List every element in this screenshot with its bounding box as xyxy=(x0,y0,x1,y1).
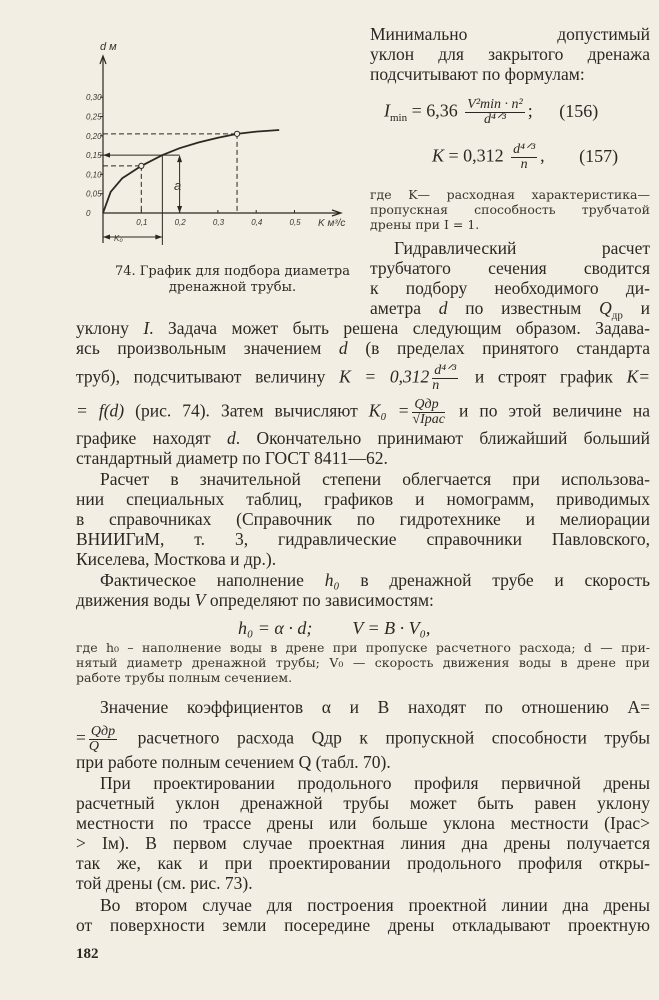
text-line: в справочниках (Справочник по гидротехнике и мелиорации xyxy=(76,509,650,529)
equation-number: (156) xyxy=(559,100,599,121)
word: в дренажной трубе и скорость xyxy=(360,570,650,590)
note-line: дрены при I = 1. xyxy=(370,217,480,232)
text-line: > Iм). В первом случае проектная линия дна дрены получается xyxy=(76,833,650,853)
x-tick-label: 0,5 xyxy=(289,218,301,227)
text-line: трубчатого сечения сводится xyxy=(370,258,650,278)
note-line: работе трубы полным сечением. xyxy=(76,670,293,685)
y-tick-label: 0,30 xyxy=(86,93,102,103)
denominator: n xyxy=(432,378,440,393)
word: труб), подсчитывают величину xyxy=(76,366,326,387)
text-line: той дрены (см. рис. 73). xyxy=(76,873,253,893)
figure-caption-line2: дренажной трубы. xyxy=(168,280,297,295)
data-point xyxy=(139,163,144,168)
text-line: нии специальных таблиц, графиков и номограмм, приводимых xyxy=(76,489,650,509)
eq-numerator: d⁴ᐟ³ xyxy=(513,142,536,157)
text-line: Во втором случае для построения проектной линии дна дрены xyxy=(100,895,650,915)
note-line: нятый диаметр дренажной трубы; V₀ — скорость движения воды в дрене при xyxy=(76,655,650,670)
word: ясь произвольным значением xyxy=(76,338,322,358)
formula: K₀ = xyxy=(368,400,410,421)
formula: V = B · V₀, xyxy=(352,618,431,638)
y-tick-label: 0,10 xyxy=(86,170,102,180)
text-line: стандартный диаметр по ГОСТ 8411—62. xyxy=(76,448,388,468)
x-axis-label: K м³/с xyxy=(318,218,346,229)
y-tick-label: 0,05 xyxy=(86,189,102,199)
eq-denominator: n xyxy=(520,157,528,172)
text-line: Минимально допустимый xyxy=(370,24,650,44)
text-line xyxy=(76,725,650,754)
k0-dimension-label: K₀ xyxy=(114,234,123,243)
note-line: где h₀ – наполнение воды в дрене при пропуске расчетного расхода; d — при- xyxy=(76,640,650,655)
eq-punct: ; xyxy=(527,100,533,121)
eq-numerator: V²min · n² xyxy=(467,97,523,112)
text-line: Расчет в значительной степени облегчается при использова- xyxy=(100,469,650,489)
arrow-head xyxy=(103,235,110,240)
x-tick-label: 0,1 xyxy=(136,218,148,227)
symbol: V xyxy=(194,590,206,610)
text-line xyxy=(76,428,650,448)
text-line: местности по трассе дрены или больше уклона местности (Iрас> xyxy=(76,813,650,833)
formula: h₀ = α · d; xyxy=(238,618,313,638)
word: движения воды xyxy=(76,590,191,610)
text-line xyxy=(76,398,650,427)
sub: др xyxy=(611,309,623,322)
symbol: d xyxy=(338,338,348,358)
text-line xyxy=(76,590,650,610)
text-line xyxy=(76,318,650,338)
word: . Окончательно принимают ближайший больший xyxy=(235,428,651,448)
curve-k-f-d xyxy=(103,130,279,213)
text-line: к подбору необходимого ди- xyxy=(370,278,650,298)
eq-denominator: d⁴ᐟ³ xyxy=(484,112,506,127)
y-axis-label: d м xyxy=(100,41,117,53)
note-line: пропускная способность трубчатой xyxy=(370,202,650,217)
eq-sub: min xyxy=(390,112,408,125)
text-line xyxy=(76,570,650,590)
equation-157 xyxy=(432,143,618,172)
eq-symbol: I xyxy=(384,100,390,121)
text-line: Значение коэффициентов α и B находят по отношению A= xyxy=(100,697,650,717)
symbol: h₀ xyxy=(324,570,340,590)
denominator: √Iрас xyxy=(412,412,445,427)
arrow-head xyxy=(177,206,182,213)
formula: = f(d) xyxy=(76,400,125,421)
note-line: где K— расходная характеристика— xyxy=(370,187,650,202)
symbol: d xyxy=(227,428,236,448)
eq-coef: = 6,36 xyxy=(411,100,458,121)
word: и строят график xyxy=(474,366,613,387)
eq-punct: , xyxy=(540,145,545,166)
text-line: так же, как и при проектировании продольного профиля откры- xyxy=(76,853,650,873)
figure-74-chart xyxy=(0,0,360,260)
numerator: Qдр xyxy=(412,398,445,413)
text-line: Гидравлический расчет xyxy=(394,238,650,258)
word: = xyxy=(76,727,86,748)
text-line: При проектировании продольного профиля первичной дрены xyxy=(100,773,650,793)
word: графике находят xyxy=(76,428,211,448)
eq-symbol: K xyxy=(432,145,445,166)
text-line: подсчитывают по формулам: xyxy=(370,64,585,84)
y-tick-label: 0,15 xyxy=(86,151,102,161)
equation-156 xyxy=(384,98,598,127)
x-tick-label: 0,4 xyxy=(251,218,263,227)
word: (в пределах принятого стандарта xyxy=(365,338,651,358)
y-tick-label: 0,20 xyxy=(86,131,102,141)
text-line: при работе полным сечением Q (табл. 70). xyxy=(76,752,391,772)
word: и по этой величине на xyxy=(458,400,651,421)
word: . Задача может быть решена следующим образом. Задава- xyxy=(149,318,651,338)
y-tick-label: 0,25 xyxy=(86,112,102,122)
eq-coef: = 0,312 xyxy=(448,145,504,166)
equation-number: (157) xyxy=(579,145,619,166)
word: Фактическое наполнение xyxy=(100,570,304,590)
word: аметра xyxy=(370,298,421,318)
text-line: от поверхности земли посередине дрены откладывают проектную xyxy=(76,915,650,935)
text-line xyxy=(76,338,650,358)
x-tick-label: 0,3 xyxy=(212,218,225,227)
arrow-head xyxy=(177,155,182,162)
denominator: Q xyxy=(88,739,99,754)
arrow-head xyxy=(103,153,110,158)
text-line: расчетный уклон дренажной трубы может быть равен уклону xyxy=(76,793,650,813)
formula: K= xyxy=(626,366,651,387)
a-dimension-label: a xyxy=(174,178,182,193)
word: определяют по зависимостям: xyxy=(209,590,434,610)
word: уклону xyxy=(76,318,129,338)
data-point xyxy=(234,131,239,136)
symbol: d xyxy=(438,298,448,318)
word: и xyxy=(640,298,650,318)
arrow-head xyxy=(155,235,162,240)
y-tick-label: 0 xyxy=(86,209,91,218)
text-line: ВНИИГиМ, т. 3, гидравлические справочники Павловского, xyxy=(76,529,650,549)
x-tick-label: 0,2 xyxy=(174,218,186,227)
symbol: Q xyxy=(599,298,612,318)
page-number: 182 xyxy=(76,946,99,962)
symbol: I xyxy=(143,318,150,338)
equation-h0 xyxy=(238,618,430,639)
numerator: d⁴ᐟ³ xyxy=(434,363,457,378)
text-line: Киселева, Мосткова и др.). xyxy=(76,549,277,569)
figure-caption: 74. График для подбора диаметра xyxy=(114,264,351,279)
numerator: Qдр xyxy=(90,724,116,739)
word: по известным xyxy=(465,298,582,318)
text-line: уклон для закрытого дренажа xyxy=(370,44,650,64)
text-line xyxy=(76,364,650,393)
word: (рис. 74). Затем вычисляют xyxy=(135,400,358,421)
formula: K = 0,312 xyxy=(339,366,430,387)
word: расчетного расхода Qдр к пропускной способности трубы xyxy=(137,727,650,748)
